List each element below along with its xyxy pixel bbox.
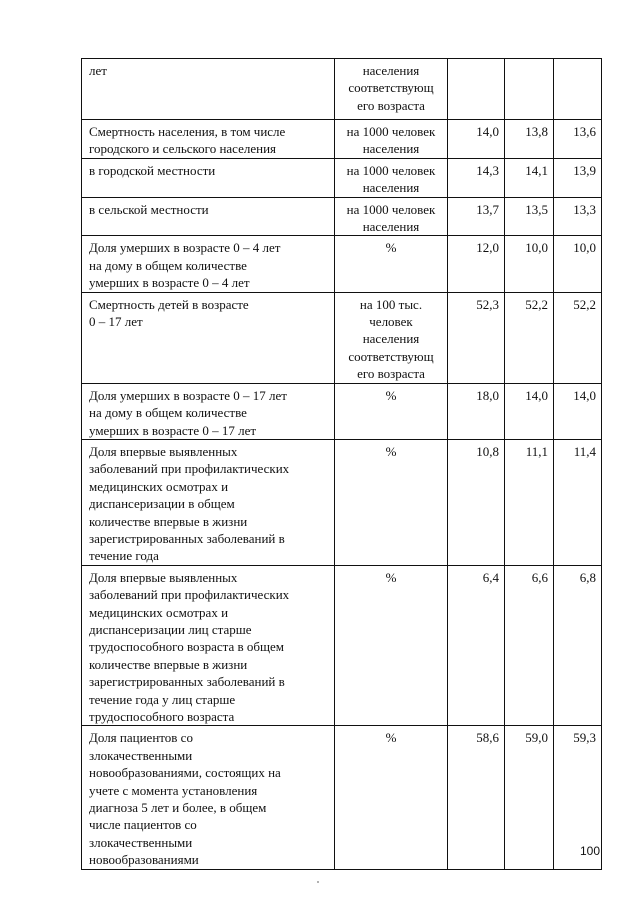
- indicator-name-cell-line: Доля впервые выявленных: [89, 443, 238, 459]
- unit-cell-line: его возраста: [357, 366, 425, 382]
- indicator-name-cell-line: диспансеризации в общем: [89, 496, 235, 512]
- value-cell-year-3: 52,2: [554, 292, 602, 383]
- value-cell-year-3: 10,0: [554, 236, 602, 292]
- value-cell-year-1: 12,0: [448, 236, 505, 292]
- value-cell-year-1: 18,0: [448, 383, 505, 439]
- value-cell-year-3: 13,9: [554, 158, 602, 197]
- value-cell-year-3: 13,3: [554, 197, 602, 236]
- indicator-name-cell-line: Смертность детей в возрасте: [89, 296, 249, 312]
- indicator-name-cell: [82, 59, 335, 120]
- indicator-name-cell-line: в сельской местности: [89, 201, 209, 217]
- value-cell-year-2: 13,5: [505, 197, 554, 236]
- unit-cell-line: на 100 тыс.: [359, 296, 423, 312]
- indicator-name-cell-line: 0 – 17 лет: [89, 314, 143, 330]
- value-cell-year-3: [554, 59, 602, 120]
- indicator-name-cell-line: медицинских осмотрах и: [89, 604, 229, 620]
- table-row: [82, 726, 602, 869]
- unit-cell: [335, 197, 448, 236]
- table-row: [82, 197, 602, 236]
- indicator-name-cell-line: зарегистрированных заболеваний в: [89, 530, 285, 546]
- indicator-name-cell-line: Доля умерших в возрасте 0 – 17 лет: [89, 387, 287, 403]
- unit-cell-line: населения: [362, 331, 420, 347]
- unit-cell: [335, 726, 448, 869]
- unit-cell: [335, 439, 448, 565]
- unit-cell-line: человек: [369, 314, 413, 330]
- indicator-name-cell-line: новообразованиями, состоящих на: [89, 765, 281, 781]
- unit-cell-line: на 1000 человек: [346, 124, 436, 139]
- indicator-name-cell-line: в городской местности: [89, 162, 216, 178]
- indicator-name-cell-line: на дому в общем количестве: [89, 405, 247, 421]
- indicator-name-cell-line: заболеваний при профилактических: [89, 461, 290, 477]
- scan-speck: [317, 881, 319, 883]
- indicator-name-cell-line: числе пациентов со: [89, 817, 197, 833]
- indicator-name-cell-line: новообразованиями: [89, 852, 199, 868]
- unit-cell: [335, 565, 448, 726]
- value-cell-year-2: 6,6: [505, 565, 554, 726]
- indicator-name-cell-line: учете с момента установления: [89, 782, 258, 798]
- table-row: [82, 292, 602, 383]
- value-cell-year-2: 14,0: [505, 383, 554, 439]
- unit-cell-line: %: [385, 240, 397, 256]
- unit-cell-line: на 1000 человек: [346, 162, 436, 178]
- unit-cell-line: %: [385, 569, 397, 585]
- indicator-name-cell-line: Доля умерших в возрасте 0 – 4 лет: [89, 240, 281, 256]
- value-cell-year-3: 14,0: [554, 383, 602, 439]
- page-number: 100: [579, 844, 600, 858]
- unit-cell-line: %: [385, 730, 397, 746]
- unit-cell: [335, 292, 448, 383]
- value-cell-year-3: 11,4: [554, 439, 602, 565]
- indicator-name-cell-line: количестве впервые в жизни: [89, 513, 248, 529]
- unit-cell: [335, 120, 448, 159]
- value-cell-year-3: 13,6: [554, 120, 602, 159]
- unit-cell-line: соответствующ: [348, 80, 434, 96]
- indicator-name-cell-line: трудоспособного возраста: [89, 709, 235, 724]
- indicator-name-cell: [82, 236, 335, 292]
- indicator-name-cell-line: зарегистрированных заболеваний в: [89, 674, 285, 690]
- table-row: [82, 120, 602, 159]
- table-row: [82, 565, 602, 726]
- indicator-name-cell-line: Смертность населения, в том числе: [89, 124, 286, 139]
- table-row: [82, 236, 602, 292]
- indicator-name-cell: [82, 158, 335, 197]
- unit-cell-line: %: [385, 387, 397, 403]
- value-cell-year-3: 6,8: [554, 565, 602, 726]
- indicator-name-cell-line: Доля впервые выявленных: [89, 569, 238, 585]
- value-cell-year-2: 52,2: [505, 292, 554, 383]
- indicator-name-cell-line: трудоспособного возраста в общем: [89, 639, 285, 655]
- indicator-name-cell: [82, 383, 335, 439]
- indicator-name-cell-line: заболеваний при профилактических: [89, 587, 290, 603]
- unit-cell-line: населения: [362, 141, 420, 157]
- value-cell-year-1: 6,4: [448, 565, 505, 726]
- table-row: [82, 439, 602, 565]
- indicator-name-cell: [82, 726, 335, 869]
- indicator-name-cell-line: течение года у лиц старше: [89, 691, 236, 707]
- value-cell-year-2: 11,1: [505, 439, 554, 565]
- indicator-name-cell-line: лет: [89, 63, 107, 78]
- table-row: [82, 158, 602, 197]
- value-cell-year-2: 59,0: [505, 726, 554, 869]
- indicator-name-cell-line: Доля пациентов со: [89, 730, 193, 746]
- indicator-name-cell-line: диагноза 5 лет и более, в общем: [89, 800, 267, 816]
- indicator-name-cell: [82, 120, 335, 159]
- table-row: [82, 59, 602, 120]
- value-cell-year-1: 10,8: [448, 439, 505, 565]
- indicator-name-cell: [82, 197, 335, 236]
- value-cell-year-2: 14,1: [505, 158, 554, 197]
- value-cell-year-1: 14,3: [448, 158, 505, 197]
- unit-cell: [335, 59, 448, 120]
- unit-cell-line: населения: [362, 180, 420, 196]
- indicator-name-cell: [82, 565, 335, 726]
- indicator-name-cell-line: количестве впервые в жизни: [89, 656, 248, 672]
- unit-cell-line: населения: [362, 63, 420, 78]
- value-cell-year-2: 13,8: [505, 120, 554, 159]
- value-cell-year-2: 10,0: [505, 236, 554, 292]
- indicator-name-cell-line: медицинских осмотрах и: [89, 478, 229, 494]
- indicator-name-cell-line: умерших в возрасте 0 – 17 лет: [89, 422, 257, 438]
- table-row: [82, 383, 602, 439]
- unit-cell-line: на 1000 человек: [346, 201, 436, 217]
- indicator-name-cell-line: умерших в возрасте 0 – 4 лет: [89, 275, 250, 291]
- value-cell-year-2: [505, 59, 554, 120]
- unit-cell-line: населения: [362, 219, 420, 235]
- indicators-table: [81, 58, 602, 870]
- indicator-name-cell: [82, 292, 335, 383]
- indicator-name-cell-line: городского и сельского населения: [89, 141, 277, 157]
- value-cell-year-1: 14,0: [448, 120, 505, 159]
- value-cell-year-1: 52,3: [448, 292, 505, 383]
- indicator-name-cell-line: течение года: [89, 548, 159, 564]
- indicator-name-cell-line: на дому в общем количестве: [89, 257, 247, 273]
- unit-cell-line: его возраста: [357, 97, 425, 113]
- unit-cell: [335, 383, 448, 439]
- indicator-name-cell-line: злокачественными: [89, 747, 193, 763]
- value-cell-year-1: 58,6: [448, 726, 505, 869]
- value-cell-year-1: [448, 59, 505, 120]
- indicators-table-body: [82, 59, 602, 870]
- unit-cell-line: %: [385, 443, 397, 459]
- indicator-name-cell-line: диспансеризации лиц старше: [89, 621, 252, 637]
- unit-cell-line: соответствующ: [348, 348, 434, 364]
- value-cell-year-1: 13,7: [448, 197, 505, 236]
- unit-cell: [335, 236, 448, 292]
- indicator-name-cell: [82, 439, 335, 565]
- value-cell-year-3: 59,3: [554, 726, 602, 869]
- unit-cell: [335, 158, 448, 197]
- indicator-name-cell-line: злокачественными: [89, 834, 193, 850]
